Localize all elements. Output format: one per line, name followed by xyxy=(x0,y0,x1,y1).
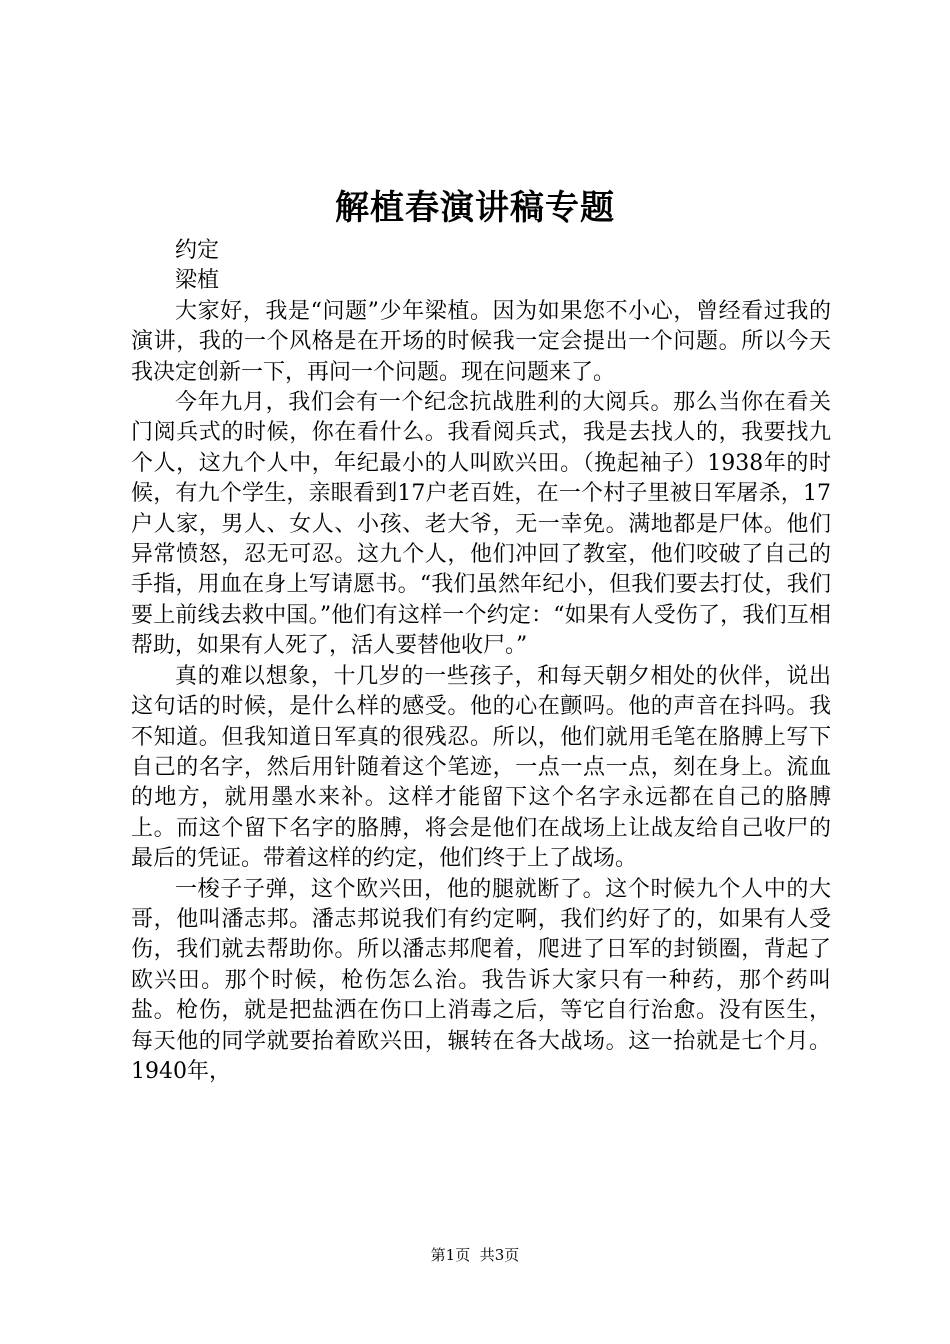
paragraph-heading: 约定 xyxy=(175,238,220,263)
paragraph-author: 梁植 xyxy=(175,268,220,294)
footer-spacer xyxy=(470,1246,480,1264)
page-footer xyxy=(0,1244,950,1266)
paragraph: 今年九月，我们会有一个纪念抗战胜利的大阅兵。那么当你在看关门阅兵式的时候，你在看什么。我看阅兵式，我是去找人的，我要找九个人，这九个人中，年纪最小的人叫欧兴田。（挽起袖子）1938年的时候，有九个学生，亲眼看到17户老百姓，在一个村子里被日军屠杀，17户人家，男人、女人、小孩、老大爷，无一幸免。满地都是尸体。他们异常愤怒，忍无可忍。这九个人，他们冲回了教室，他们咬破了自己的手指，用血在身上写请愿书。“我们虽然年纪小，但我们要去打仗，我们要上前线去救中国。”他们有这样一个约定：“如果有人受伤了，我们互相帮助，如果有人死了，活人要替他收尸。” xyxy=(131,390,831,659)
paragraph: 一梭子子弹，这个欧兴田，他的腿就断了。这个时候九个人中的大哥，他叫潘志邦。潘志邦说我们有约定啊，我们约好了的，如果有人受伤，我们就去帮助你。所以潘志邦爬着，爬进了日军的封锁圈，背起了欧兴田。那个时候，枪伤怎么治。我告诉大家只有一种药，那个药叫盐。枪伤，就是把盐洒在伤口上消毒之后，等它自行治愈。没有医生，每天他的同学就要抬着欧兴田，辗转在各大战场。这一抬就是七个月。1940年， xyxy=(131,876,831,1084)
page-number: 第1页 xyxy=(430,1246,471,1264)
paragraph: 大家好，我是“问题”少年梁植。因为如果您不小心，曾经看过我的演讲，我的一个风格是在开场的时候我一定会提出一个问题。所以今天我决定创新一下，再问一个问题。现在问题来了。 xyxy=(131,298,831,385)
document-title: 解植春演讲稿专题 xyxy=(335,188,615,228)
paragraph: 真的难以想象，十几岁的一些孩子，和每天朝夕相处的伙伴，说出这句话的时候，是什么样的感受。他的心在颤吗。他的声音在抖吗。我不知道。但我知道日军真的很残忍。所以，他们就用毛笔在胳膊上写下自己的名字，然后用针随着这个笔迹，一点一点一点，刻在身上。流血的地方，就用墨水来补。这样才能留下这个名字永远都在自己的胳膊上。而这个留下名字的胳膊，将会是他们在战场上让战友给自己收尸的最后的凭证。带着这样的约定，他们终于上了战场。 xyxy=(131,663,831,872)
document-body xyxy=(131,236,831,1087)
page-total: 共3页 xyxy=(479,1246,520,1264)
